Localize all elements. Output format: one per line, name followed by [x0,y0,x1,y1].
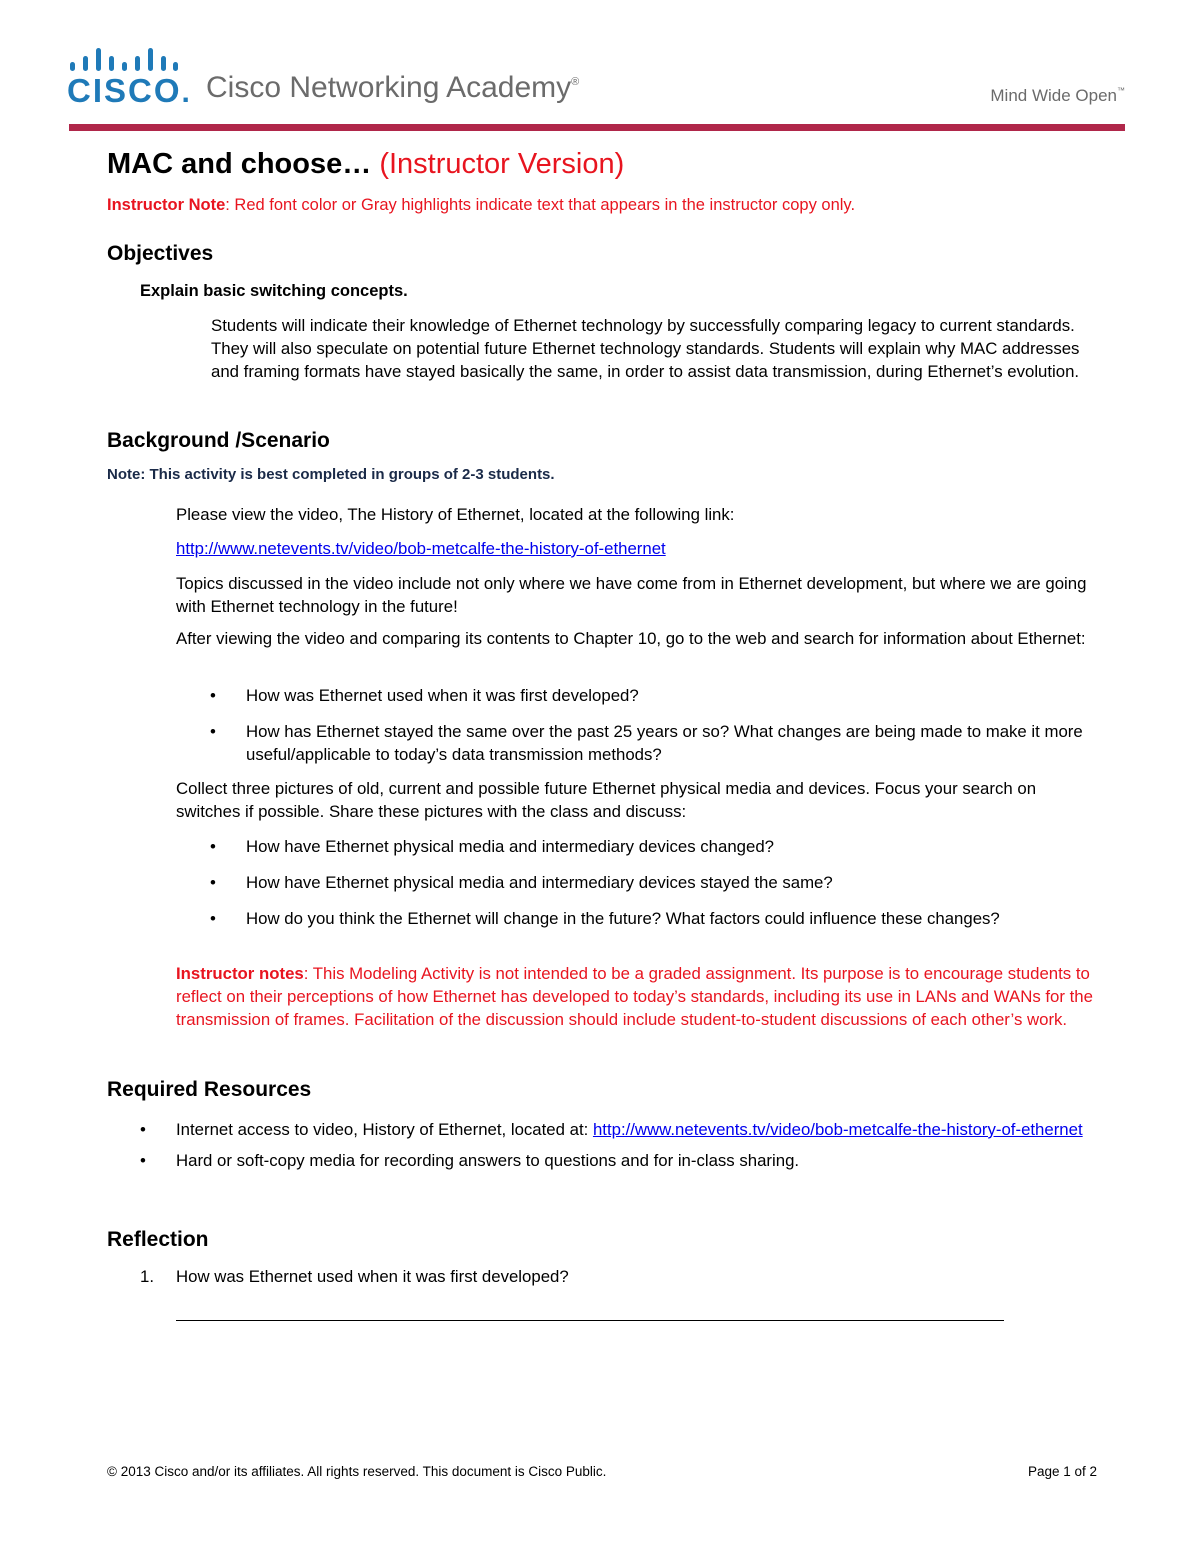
list-item: • Internet access to video, History of Ethernet, located at: http://www.netevents.tv/video/bob-metcalfe-the-history-of-ethernet [140,1118,1100,1141]
footer-copyright: © 2013 Cisco and/or its affiliates. All rights reserved. This document is Cisco Public. [107,1464,607,1479]
list-item: • How has Ethernet stayed the same over the past 25 years or so? What changes are being made to make it more useful/applicable to today’s data transmission methods? [210,720,1100,766]
objectives-text: Students will indicate their knowledge of Ethernet technology by successfully comparing legacy to current standards. They will also speculate on potential future Ethernet technology standards. Students will explain why MAC addresses and framing formats have stayed basically the same, in order to assist data transmission, during Ethernet’s evolution. [211,316,1080,381]
bullet-list-2 [210,835,1100,930]
academy-name: Cisco Networking Academy® [206,71,580,104]
list-item: • How have Ethernet physical media and intermediary devices changed? [210,835,1100,858]
list-item: • How was Ethernet used when it was first developed? [210,684,1100,707]
reflection-heading: Reflection [107,1228,209,1251]
objectives-subheading: Explain basic switching concepts. [140,282,408,300]
list-item: • How do you think the Ethernet will change in the future? What factors could influence these changes? [210,907,1100,930]
footer-page-number: Page 1 of 2 [1027,1464,1097,1479]
background-note: Note: This activity is best completed in groups of 2-3 students. [107,466,555,483]
cisco-logo-bars-icon [70,45,178,75]
video-link-container [176,537,1096,560]
resources-video-link[interactable]: http://www.netevents.tv/video/bob-metcalfe-the-history-of-ethernet [592,1120,1083,1139]
tagline: Mind Wide Open™ [990,86,1125,105]
instructor-note: Instructor Note: Red font color or Gray highlights indicate text that appears in the instructor copy only. [107,196,856,214]
list-item: • How have Ethernet physical media and intermediary devices stayed the same? [210,871,1100,894]
background-heading: Background /Scenario [107,429,330,452]
resources-heading: Required Resources [107,1078,312,1101]
answer-line [176,1320,1004,1321]
cisco-logo-wordmark: CISCO. [67,72,192,109]
background-p3: After viewing the video and comparing its contents to Chapter 10, go to the web and search for information about Ethernet: [176,629,1086,648]
list-item: • Hard or soft-copy media for recording answers to questions and for in-class sharing. [140,1149,1100,1172]
objectives-heading: Objectives [107,242,214,265]
page-title: MAC and choose… (Instructor Version) [107,148,625,180]
resources-list [140,1118,1100,1172]
header-rule [69,124,1125,131]
background-p4: Collect three pictures of old, current and possible future Ethernet physical media and devices. Focus your search on switches if possible. Share these pictures with the class and discuss: [176,779,1037,821]
instructor-notes: Instructor notes: This Modeling Activity is not intended to be a graded assignment. Its purpose is to encourage students to reflect on their perceptions of how Ethernet has developed to today’s standards, including its use in LANs and WANs for the transmission of frames. Facilitation of the discussion should include student-to-student discussions of each other’s work. [176,964,1093,1029]
video-link[interactable]: http://www.netevents.tv/video/bob-metcalfe-the-history-of-ethernet [176,539,666,558]
reflection-question-1: 1. How was Ethernet used when it was first developed? [140,1267,569,1286]
background-p1: Please view the video, The History of Ethernet, located at the following link: [176,505,735,524]
background-p2: Topics discussed in the video include not only where we have come from in Ethernet development, but where we are going with Ethernet technology in the future! [176,574,1087,616]
bullet-list-1 [210,684,1100,766]
